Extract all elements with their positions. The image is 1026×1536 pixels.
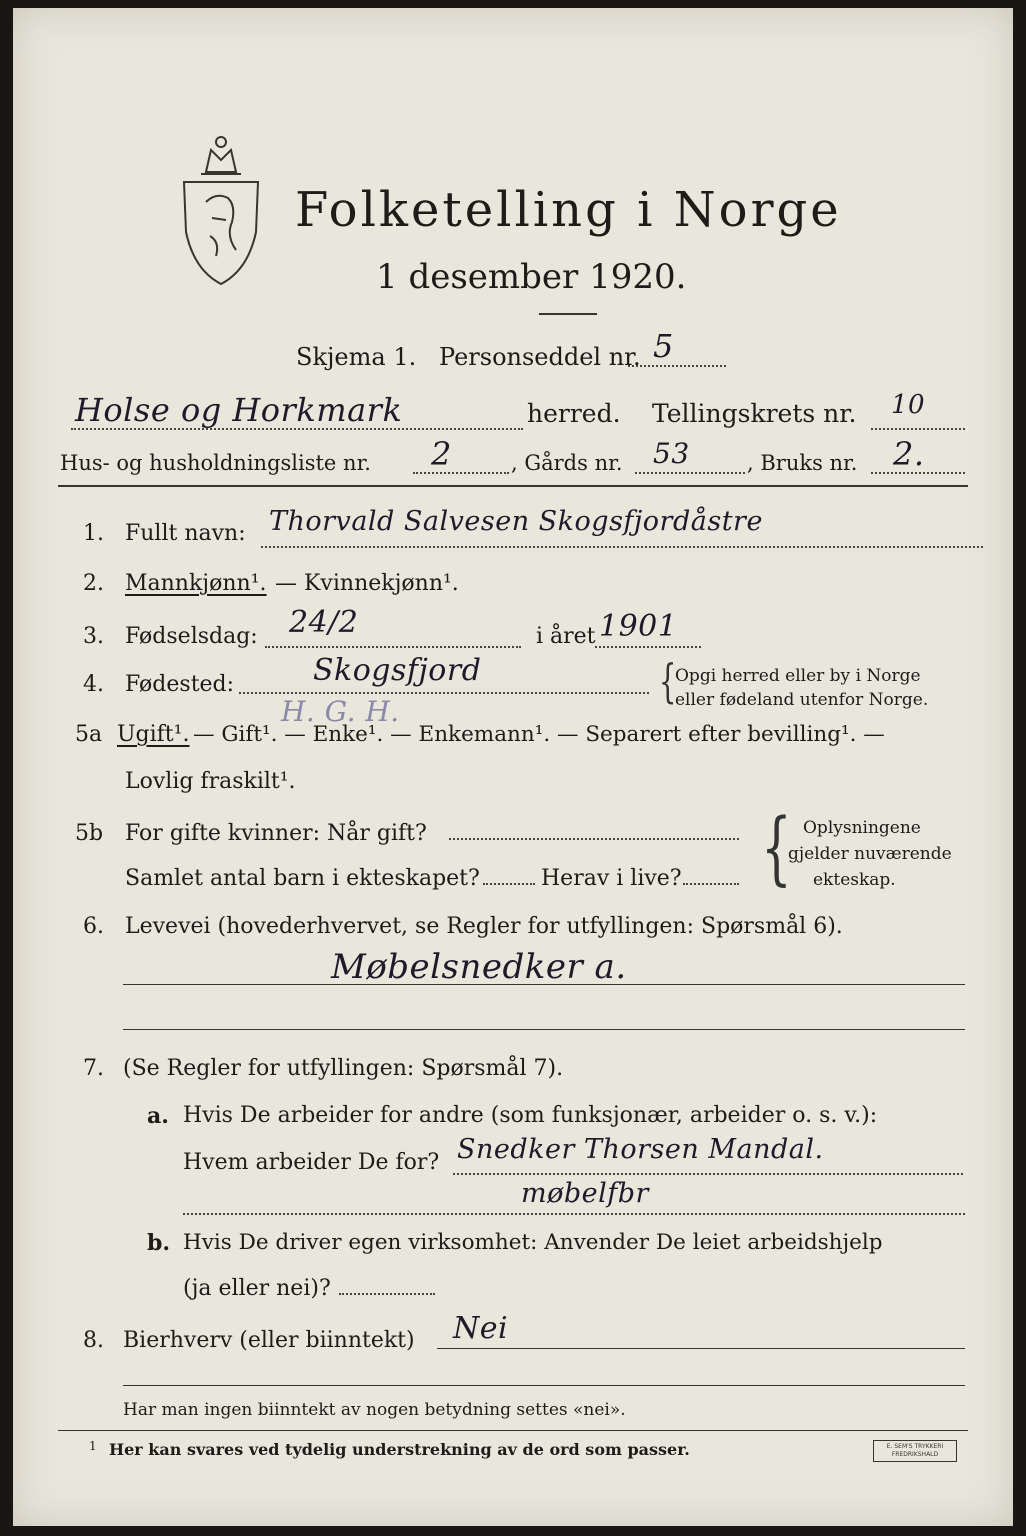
q5b-note-1: Oplysningene: [803, 818, 921, 838]
herred-value: Holse og Horkmark: [75, 391, 403, 429]
bruks-line: [871, 472, 965, 474]
q5b-number: 5b: [75, 821, 104, 846]
printer-stamp: [873, 1440, 957, 1462]
q3-year-value: 1901: [599, 609, 678, 644]
q7b-letter: b.: [147, 1230, 171, 1256]
q2-female-option: — Kvinnekjønn¹.: [275, 571, 459, 596]
footer-divider: [58, 1430, 968, 1431]
header-divider: [58, 485, 968, 487]
personseddel-line: [628, 365, 726, 367]
q4-hint-2: eller fødeland utenfor Norge.: [675, 690, 929, 710]
q5b-note-3: ekteskap.: [813, 870, 896, 890]
footnote-text: Her kan svares ved tydelig understrekning av de ord som passer.: [109, 1440, 690, 1459]
q7a-line-2: Hvem arbeider De for?: [183, 1150, 440, 1175]
q5b-brace: {: [761, 801, 792, 894]
q3-year-label: i året: [536, 624, 596, 649]
q1-number: 1.: [83, 521, 104, 546]
q4-note: H. G. H.: [281, 695, 400, 728]
tellingskrets-line: [871, 428, 965, 430]
gards-label: , Gårds nr.: [511, 451, 623, 475]
q3-number: 3.: [83, 624, 104, 649]
gards-value: 53: [653, 437, 690, 470]
q7a-letter: a.: [147, 1103, 169, 1129]
q2-number: 2.: [83, 571, 104, 596]
q8-number: 8.: [83, 1328, 104, 1353]
q5a-line-2: Lovlig fraskilt¹.: [125, 769, 296, 794]
form-title: Folketelling i Norge: [295, 182, 842, 238]
tellingskrets-value: 10: [891, 390, 926, 420]
gards-line: [635, 472, 745, 474]
q7b-answer-line: [339, 1293, 435, 1295]
q7a-value-1: Snedker Thorsen Mandal.: [457, 1134, 824, 1165]
q3-label: Fødselsdag:: [125, 624, 258, 649]
q4-hint-1: Opgi herred eller by i Norge: [675, 666, 921, 686]
q2-male-option: Mannkjønn¹.: [125, 571, 267, 596]
q5b-label-alive: Herav i live?: [541, 866, 682, 891]
q7a-value-2: møbelfbr: [521, 1178, 649, 1209]
bruks-value: 2.: [893, 435, 925, 473]
q5b-alive-line: [683, 883, 739, 885]
q1-line: [261, 546, 983, 548]
form-date: 1 desember 1920.: [376, 257, 687, 297]
printer-name: E. SEM'S TRYKKERI: [886, 1443, 944, 1450]
q3-line: [265, 646, 521, 648]
coat-of-arms-icon: [176, 132, 266, 292]
q4-value: Skogsfjord: [313, 653, 482, 688]
q6-line-1: [123, 984, 965, 985]
q7a-line-value-1: [453, 1173, 963, 1175]
q8-line-1: [437, 1348, 965, 1349]
q4-label: Fødested:: [125, 672, 235, 697]
personseddel-value: 5: [653, 327, 674, 365]
q8-line-2: [123, 1385, 965, 1386]
skjema-label: Skjema 1.: [296, 343, 417, 371]
q3-value: 24/2: [289, 605, 359, 640]
q6-label: Levevei (hovederhvervet, se Regler for utfyllingen: Spørsmål 6).: [125, 914, 843, 939]
hus-label: Hus- og husholdningsliste nr.: [60, 451, 371, 475]
q4-number: 4.: [83, 672, 104, 697]
q1-value: Thorvald Salvesen Skogsfjordåstre: [269, 506, 763, 537]
q4-line: [239, 692, 649, 694]
q5b-when-line: [449, 838, 739, 840]
q4-brace: {: [658, 654, 677, 708]
q5a-number: 5a: [75, 722, 103, 747]
q7a-line-1: Hvis De arbeider for andre (som funksjonær, arbeider o. s. v.):: [183, 1103, 878, 1128]
q7-label: (Se Regler for utfyllingen: Spørsmål 7).: [123, 1056, 564, 1081]
q7b-line-1: Hvis De driver egen virksomhet: Anvender De leiet arbeidshjelp: [183, 1230, 883, 1255]
personseddel-label: Personseddel nr.: [439, 343, 641, 371]
q6-value: Møbelsnedker a.: [331, 947, 627, 987]
q7-number: 7.: [83, 1056, 104, 1081]
printer-city: FREDRIKSHALD: [891, 1451, 939, 1458]
q5a-ugift-option: Ugift¹.: [117, 722, 190, 747]
q5a-other-options: — Gift¹. — Enke¹. — Enkemann¹. — Separert efter bevilling¹. —: [193, 722, 885, 747]
q6-line-2: [123, 1029, 965, 1030]
q7a-line-value-2: [183, 1213, 965, 1215]
hus-value: 2: [431, 435, 452, 473]
footnote-mark: 1: [89, 1439, 97, 1453]
q8-label: Bierhverv (eller biinntekt): [123, 1328, 415, 1353]
q5b-label-children: Samlet antal barn i ekteskapet?: [125, 866, 480, 891]
q5b-note-2: gjelder nuværende: [788, 844, 952, 864]
q7b-line-2: (ja eller nei)?: [183, 1276, 331, 1301]
q5b-label-when: For gifte kvinner: Når gift?: [125, 821, 427, 846]
census-form: [13, 8, 1013, 1526]
bruks-label: , Bruks nr.: [747, 451, 858, 475]
title-divider: [539, 313, 597, 315]
q1-label: Fullt navn:: [125, 521, 246, 546]
hus-line: [413, 472, 509, 474]
q5b-children-line: [483, 883, 535, 885]
q6-number: 6.: [83, 914, 104, 939]
herred-line: [71, 428, 523, 430]
q8-value: Nei: [453, 1311, 509, 1346]
q3-year-line: [595, 646, 701, 648]
footer-note: Har man ingen biinntekt av nogen betydning settes «nei».: [123, 1400, 626, 1420]
herred-label: herred.: [527, 399, 621, 428]
tellingskrets-label: Tellingskrets nr.: [652, 399, 857, 428]
